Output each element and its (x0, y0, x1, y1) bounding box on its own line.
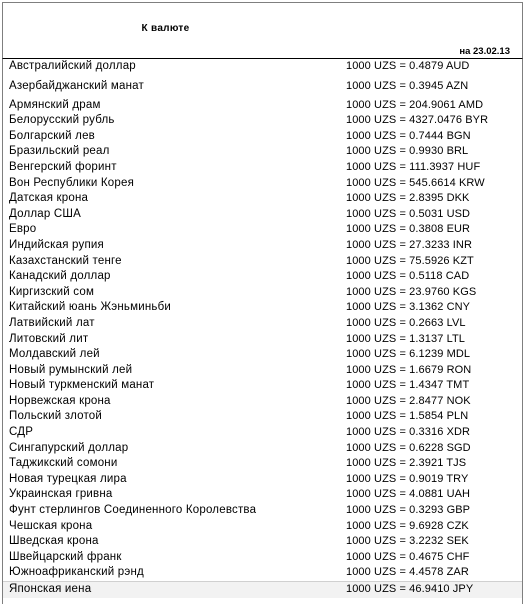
currency-rate: 1000 UZS = 0.3945 AZN (346, 79, 469, 92)
rates-table (2, 58, 523, 604)
currency-rate: 1000 UZS = 1.4347 TMT (346, 379, 470, 392)
table-row (3, 347, 522, 363)
currency-name: Азербайджанский манат (9, 79, 144, 92)
table-row (3, 254, 522, 270)
table-row (3, 425, 522, 441)
table-row (3, 160, 522, 176)
currency-name: Вон Республики Корея (9, 176, 134, 189)
currency-rate: 1000 UZS = 0.5118 CAD (346, 270, 470, 283)
table-row (3, 394, 522, 410)
table-row (3, 191, 522, 207)
currency-rate: 1000 UZS = 23.9760 KGS (346, 285, 477, 298)
table-row (3, 332, 522, 348)
currency-rate: 1000 UZS = 0.9019 TRY (346, 472, 469, 485)
header-title: К валюте (141, 23, 190, 34)
currency-name: Польский злотой (9, 410, 103, 423)
currency-name: Новый румынский лей (9, 363, 133, 376)
table-row (3, 144, 522, 160)
currency-rate: 1000 UZS = 111.3937 HUF (346, 160, 481, 173)
currency-name: Болгарский лев (9, 129, 95, 142)
table-row (3, 534, 522, 550)
currency-name: Новый туркменский манат (9, 379, 155, 392)
table-row (3, 550, 522, 566)
currency-name: Шведская крона (9, 535, 99, 548)
table-row (3, 222, 522, 238)
currency-rate: 1000 UZS = 4.0881 UAH (346, 488, 471, 501)
currency-name: Доллар США (9, 207, 81, 220)
table-row (3, 487, 522, 503)
currency-rate: 1000 UZS = 2.3921 TJS (346, 457, 467, 470)
currency-rate: 1000 UZS = 0.4675 CHF (346, 550, 470, 563)
currency-name: Сингапурский доллар (9, 441, 129, 454)
currency-name: СДР (9, 426, 34, 439)
currency-rate: 1000 UZS = 0.5031 USD (346, 207, 471, 220)
currency-name: Фунт стерлингов Соединенного Королевства (9, 504, 257, 517)
currency-name: Южноафриканский рэнд (9, 566, 144, 579)
currency-rate: 1000 UZS = 204.9061 AMD (346, 98, 484, 111)
table-row (3, 176, 522, 192)
table-row (3, 378, 522, 394)
table-row (3, 75, 522, 98)
currency-name: Норвежская крона (9, 394, 111, 407)
table-row (3, 59, 522, 75)
currency-name: Киргизский сом (9, 285, 95, 298)
currency-rate: 1000 UZS = 0.3808 EUR (346, 223, 471, 236)
table-row (3, 581, 522, 598)
currency-rate: 1000 UZS = 1.5854 PLN (346, 410, 469, 423)
currency-name: Молдавский лей (9, 348, 100, 361)
table-row (3, 98, 522, 114)
currency-name: Латвийский лат (9, 316, 95, 329)
currency-name: Японская иена (9, 583, 92, 595)
table-row (3, 129, 522, 145)
currency-name: Швейцарский франк (9, 550, 122, 563)
table-row (3, 238, 522, 254)
table-header (2, 2, 523, 58)
table-row (3, 565, 522, 581)
currency-name: Канадский доллар (9, 270, 111, 283)
currency-name: Датская крона (9, 192, 89, 205)
currency-rate: 1000 UZS = 2.8477 NOK (346, 394, 471, 407)
currency-rate: 1000 UZS = 1.6679 RON (346, 363, 472, 376)
table-row (3, 519, 522, 535)
currency-name: Бразильский реал (9, 145, 110, 158)
table-row (3, 113, 522, 129)
currency-rate: 1000 UZS = 27.3233 INR (346, 238, 473, 251)
currency-rate: 1000 UZS = 4.4578 ZAR (346, 566, 469, 579)
table-row (3, 441, 522, 457)
currency-name: Таджикский сомони (9, 457, 118, 470)
currency-rate: 1000 UZS = 3.1362 CNY (346, 301, 471, 314)
currency-rate: 1000 UZS = 0.4879 AUD (346, 60, 470, 72)
currency-rate: 1000 UZS = 0.3293 GBP (346, 504, 471, 517)
table-row (3, 503, 522, 519)
currency-rate: 1000 UZS = 0.6228 SGD (346, 441, 471, 454)
currency-rate: 1000 UZS = 545.6614 KRW (346, 176, 485, 189)
table-row (3, 409, 522, 425)
currency-rate: 1000 UZS = 9.6928 CZK (346, 519, 469, 532)
currency-name: Литовский лит (9, 332, 89, 345)
table-row (3, 207, 522, 223)
table-row (3, 285, 522, 301)
currency-rate: 1000 UZS = 0.2663 LVL (346, 316, 466, 329)
currency-rate: 1000 UZS = 2.8395 DKK (346, 192, 470, 205)
currency-name: Новая турецкая лира (9, 472, 127, 485)
currency-rate: 1000 UZS = 75.5926 KZT (346, 254, 474, 267)
table-row (3, 300, 522, 316)
currency-name: Чешская крона (9, 519, 93, 532)
currency-rate: 1000 UZS = 0.9930 BRL (346, 145, 469, 158)
currency-name: Украинская гривна (9, 488, 113, 501)
currency-rate: 1000 UZS = 0.7444 BGN (346, 129, 471, 142)
table-row (3, 456, 522, 472)
currency-rate: 1000 UZS = 1.3137 LTL (346, 332, 466, 345)
currency-rate: 1000 UZS = 3.2232 SEK (346, 535, 469, 548)
table-row (3, 363, 522, 379)
currency-rate: 1000 UZS = 6.1239 MDL (346, 348, 471, 361)
header-date: на 23.02.13 (459, 46, 510, 57)
table-row (3, 472, 522, 488)
currency-rate: 1000 UZS = 4327.0476 BYR (346, 114, 489, 127)
currency-name: Евро (9, 223, 37, 236)
currency-name: Венгерский форинт (9, 160, 117, 173)
table-row (3, 269, 522, 285)
table-row (3, 316, 522, 332)
currency-name: Белорусский рубль (9, 114, 115, 127)
currency-name: Австралийский доллар (9, 60, 136, 72)
currency-name: Казахстанский тенге (9, 254, 122, 267)
currency-name: Китайский юань Жэньминьби (9, 301, 171, 314)
currency-name: Армянский драм (9, 98, 101, 111)
currency-rate: 1000 UZS = 0.3316 XDR (346, 426, 471, 439)
currency-name: Индийская рупия (9, 238, 104, 251)
currency-rate: 1000 UZS = 46.9410 JPY (346, 583, 474, 595)
